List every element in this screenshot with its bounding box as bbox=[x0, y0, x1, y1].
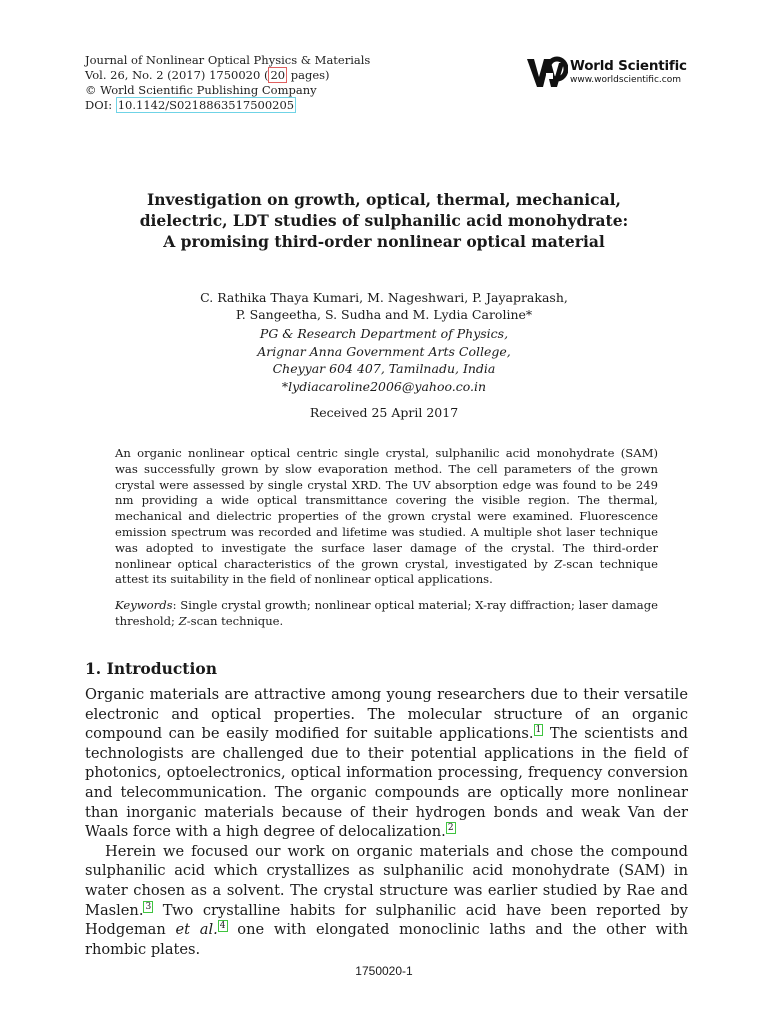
volume-suffix: pages) bbox=[287, 68, 330, 82]
paragraph bbox=[85, 842, 688, 960]
author-email: *lydiacaroline2006@yahoo.co.in bbox=[281, 378, 487, 394]
abstract-italic-z: Z bbox=[554, 556, 563, 571]
copyright-icon: © bbox=[85, 83, 97, 97]
paragraph-text: Organic materials are attractive among young researchers due to their versatile electronic and optical properties. The molecular structure of an organic compound can be easily modified for suitable applications. bbox=[85, 686, 688, 743]
author-line: C. Rathika Thaya Kumari, M. Nageshwari, P. Jayaprakash, bbox=[200, 290, 568, 305]
journal-name: Journal of Nonlinear Optical Physics & Materials bbox=[85, 53, 371, 67]
title-line: A promising third-order nonlinear optical material bbox=[163, 232, 605, 251]
volume-line bbox=[85, 68, 370, 83]
abstract-text-part: -scan technique attest its suitability in the field of nonlinear optical applications. bbox=[115, 556, 658, 587]
keywords bbox=[115, 598, 658, 630]
affiliation-line: Arignar Anna Government Arts College, bbox=[257, 343, 511, 359]
title-line: dielectric, LDT studies of sulphanilic acid monohydrate: bbox=[139, 211, 629, 230]
citation-link[interactable]: 3 bbox=[145, 901, 152, 912]
citation-link[interactable]: 1 bbox=[535, 725, 542, 736]
publisher-logo bbox=[526, 55, 696, 91]
affiliation-line: PG & Research Department of Physics, bbox=[259, 326, 509, 341]
paragraph-text: one with elongated monoclinic laths and the other with rhombic plates. bbox=[85, 921, 688, 958]
volume-prefix: Vol. 26, No. 2 (2017) 1750020 ( bbox=[85, 68, 269, 82]
paragraph-italic: et al. bbox=[175, 921, 218, 939]
paragraph-text: Herein we focused our work on organic materials and chose the compound sulphanilic acid which crystallizes as sulphanilic acid monohydrate (SAM) in water chosen as a solvent. The crystal structure was earlier studied by Rae and Maslen. bbox=[85, 842, 688, 919]
paragraph bbox=[85, 685, 688, 842]
paragraph-text: The scientists and technologists are challenged due to their potential applications in the field of photonics, optoelectronics, optical information processing, frequency conversion and telecommunication. The organic compounds are optically more nonlinear than inorganic materials because of their hydrogen bonds and weak Van der Waals force with a high degree of delocalization. bbox=[85, 725, 688, 841]
abstract-text bbox=[115, 446, 658, 588]
publisher-url[interactable]: www.worldscientific.com bbox=[570, 75, 682, 85]
received-date: Received 25 April 2017 bbox=[309, 405, 459, 420]
page-count-link[interactable]: 20 bbox=[270, 68, 286, 82]
publisher-name: World Scientific bbox=[570, 58, 687, 74]
journal-header bbox=[85, 53, 370, 113]
citation-link[interactable]: 2 bbox=[447, 823, 454, 834]
abstract-text-part: An organic nonlinear optical centric single crystal, sulphanilic acid monohydrate (SAM) was successfully grown by slow evaporation method. The cell parameters of the grown crystal were assessed by single crystal XRD. The UV absorption edge was found to be 249 nm providing a wide optical transmittance covering the visible region. The thermal, mechanical and dielectric properties of the grown crystal were examined. Fluorescence emission spectrum was recorded and lifetime was studied. A multiple shot laser technique was adopted to investigate the surface laser damage of the crystal. The third-order nonlinear optical characteristics of the grown crystal, investigated by bbox=[115, 446, 658, 571]
paragraph-text: Two crystalline habits for sulphanilic acid have been reported by Hodgeman bbox=[85, 901, 688, 939]
page-number: 1750020-1 bbox=[355, 964, 413, 978]
affiliation-line: Cheyyar 604 407, Tamilnadu, India bbox=[272, 361, 496, 376]
keywords-text-part: -scan technique. bbox=[186, 613, 284, 628]
doi-link[interactable]: 10.1142/S0218863517500205 bbox=[117, 98, 295, 112]
citation-link[interactable]: 4 bbox=[219, 921, 226, 932]
keywords-label: Keywords bbox=[115, 598, 173, 613]
abstract bbox=[115, 446, 658, 630]
author-list bbox=[100, 289, 668, 323]
keywords-italic-z: Z bbox=[178, 613, 187, 628]
title-line: Investigation on growth, optical, thermal, mechanical, bbox=[147, 190, 621, 209]
copyright-line bbox=[85, 83, 370, 98]
introduction-body bbox=[85, 685, 688, 959]
copyright-text: World Scientific Publishing Company bbox=[96, 83, 317, 97]
author-line: P. Sangeetha, S. Sudha and M. Lydia Caroline* bbox=[235, 307, 533, 322]
section-heading-introduction: 1. Introduction bbox=[85, 659, 217, 678]
doi-label: DOI: bbox=[85, 98, 116, 112]
keywords-text-part: : Single crystal growth; nonlinear optical material; X-ray diffraction; laser damage threshold; bbox=[115, 598, 658, 628]
world-scientific-logo-icon bbox=[526, 55, 568, 91]
article-title bbox=[100, 189, 668, 252]
affiliation bbox=[100, 325, 668, 395]
doi-line bbox=[85, 98, 370, 113]
